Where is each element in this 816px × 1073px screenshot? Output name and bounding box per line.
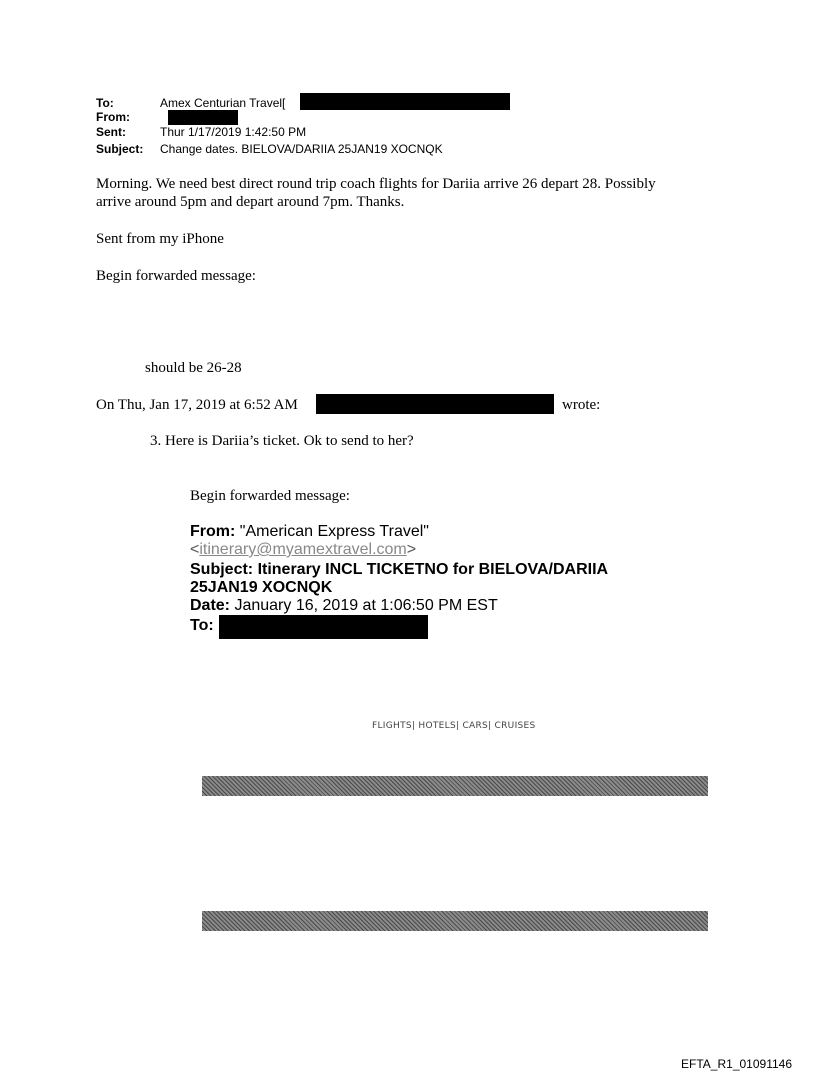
fwd-email-open: <	[190, 541, 200, 558]
sent-label: Sent:	[96, 125, 126, 139]
fwd-email-link[interactable]: itinerary@myamextravel.com	[199, 541, 407, 558]
hatched-redaction-bar-1	[202, 776, 708, 796]
to-value: Amex Centurian Travel[	[160, 96, 286, 110]
begin-forwarded-message: Begin forwarded message:	[96, 268, 256, 284]
sent-from-iphone: Sent from my iPhone	[96, 231, 224, 247]
sent-value: Thur 1/17/2019 1:42:50 PM	[160, 125, 307, 139]
nav-links: FLIGHTS| HOTELS| CARS| CRUISES	[372, 721, 536, 731]
begin-forwarded-message-inner: Begin forwarded message:	[190, 488, 350, 504]
to-label: To:	[96, 96, 114, 110]
fwd-date-line	[190, 597, 498, 615]
fwd-from-label: From:	[190, 523, 236, 540]
on-thu-wrote-prefix: On Thu, Jan 17, 2019 at 6:52 AM	[96, 397, 298, 413]
wrote-label: wrote:	[562, 397, 601, 413]
dariia-ticket-line: 3. Here is Dariia’s ticket. Ok to send to her?	[150, 433, 414, 449]
fwd-from-line	[190, 523, 429, 541]
document-id: EFTA_R1_01091146	[681, 1057, 792, 1071]
fwd-date-value: January 16, 2019 at 1:06:50 PM EST	[230, 597, 498, 614]
should-be-note: should be 26-28	[145, 360, 242, 376]
fwd-email-close: >	[406, 541, 417, 558]
fwd-subject-line2: 25JAN19 XOCNQK	[190, 579, 333, 596]
redaction-from	[168, 110, 238, 125]
redaction-wrote-sender	[316, 394, 554, 414]
subject-label: Subject:	[96, 142, 144, 156]
subject-value: Change dates. BIELOVA/DARIIA 25JAN19 XOCNQK	[160, 142, 443, 156]
fwd-to-label: To:	[190, 617, 214, 634]
fwd-subject-line1: Subject: Itinerary INCL TICKETNO for BIELOVA/DARIIA	[190, 561, 609, 578]
from-label: From:	[96, 110, 130, 124]
redaction-to	[300, 93, 510, 110]
body-paragraph-line2: arrive around 5pm and depart around 7pm. Thanks.	[96, 194, 405, 210]
body-paragraph-line1: Morning. We need best direct round trip coach flights for Dariia arrive 26 depart 28. Possibly	[96, 176, 656, 192]
fwd-date-label: Date:	[190, 597, 231, 614]
hatched-redaction-bar-2	[202, 911, 708, 931]
fwd-email-line	[190, 541, 416, 559]
redaction-fwd-to	[219, 615, 428, 639]
fwd-from-value: "American Express Travel"	[235, 523, 429, 540]
